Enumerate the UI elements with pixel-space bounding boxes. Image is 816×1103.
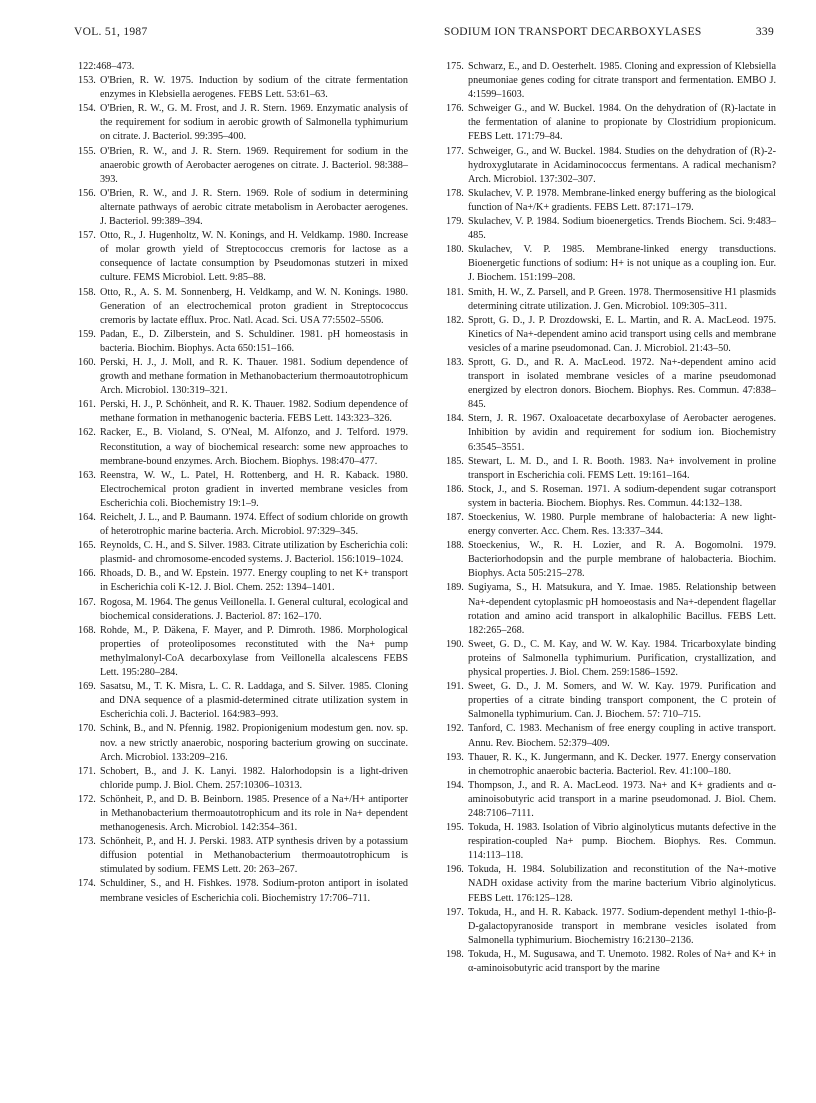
reference-number: 161. [78, 399, 96, 411]
reference-entry [78, 356, 408, 398]
reference-text: Reichelt, J. L., and P. Baumann. 1974. Effect of sodium chloride on growth of heterotrophic marine bacteria. Arch. Microbiol. 97:329–345. [100, 512, 408, 538]
reference-entry [446, 455, 776, 483]
reference-text: Otto, R., J. Hugenholtz, W. N. Konings, and H. Veldkamp. 1980. Increase of molar growth yield of Streptococcus cremoris for lactose as a consequence of lactate consumption by Pseudomonas stutzeri in mixed culture. FEMS Microbiol. Lett. 9:85–88. [100, 230, 408, 284]
reference-text: Reynolds, C. H., and S. Silver. 1983. Citrate utilization by Escherichia coli: plasmid- and chromosome-encoded systems. J. Bacteriol. 156:1019–1024. [100, 540, 408, 566]
reference-number: 163. [78, 469, 96, 481]
reference-entry [446, 314, 776, 356]
reference-number: 194. [446, 779, 464, 791]
reference-number: 175. [446, 61, 464, 72]
reference-text: Rhoads, D. B., and W. Epstein. 1977. Energy coupling to net K+ transport in Escherichia coli K-12. J. Biol. Chem. 252: 1394–1401. [100, 568, 408, 594]
reference-entry [78, 722, 408, 764]
reference-entry [78, 877, 408, 905]
reference-number: 166. [78, 568, 96, 580]
reference-entry [78, 596, 408, 624]
reference-text: Schönheit, P., and H. J. Perski. 1983. ATP synthesis driven by a potassium diffusion potential in Methanobacterium thermoautotrophicum is stimulated by sodium. FEMS Lett. 20: 263–267. [100, 836, 408, 876]
reference-entry [78, 469, 408, 511]
reference-number: 191. [446, 681, 464, 693]
reference-entry [446, 722, 776, 750]
reference-entry [446, 511, 776, 539]
reference-number: 155. [78, 145, 96, 157]
reference-number: 157. [78, 230, 96, 242]
reference-text: Tanford, C. 1983. Mechanism of free energy coupling in active transport. Annu. Rev. Biochem. 52:379–409. [468, 723, 776, 749]
reference-text: Thompson, J., and R. A. MacLeod. 1973. Na+ and K+ gradients and α-aminoisobutyric acid transport in a marine pseudomonad. J. Biol. Chem. 248:7106–7111. [468, 779, 776, 819]
reference-number: 181. [446, 286, 464, 298]
reference-number: 172. [78, 793, 96, 805]
reference-entry [446, 145, 776, 187]
reference-number: 167. [78, 596, 96, 608]
reference-number: 158. [78, 286, 96, 298]
reference-text: O'Brien, R. W., and J. R. Stern. 1969. Role of sodium in determining alternate pathways of aerobic citrate metabolism in Aerobacter aerogenes. J. Bacteriol. 99:389–394. [100, 187, 408, 228]
reference-entry [78, 328, 408, 356]
reference-entry [446, 751, 776, 779]
reference-entry [78, 74, 408, 102]
reference-number: 188. [446, 540, 464, 552]
reference-number: 187. [446, 512, 464, 523]
reference-number: 182. [446, 314, 464, 326]
reference-text: Perski, H. J., J. Moll, and R. K. Thauer. 1981. Sodium dependence of growth and methane formation in Methanobacterium thermoautotrophicum Arch. Microbiol. 130:319–321. [100, 356, 408, 397]
reference-number: 165. [78, 540, 96, 552]
reference-text: Schweiger G., and W. Buckel. 1984. On the dehydration of (R)-lactate in the fermentation of alanine to propionate by Clostridium propionicum. FEBS Lett. 171:79–84. [468, 103, 776, 143]
reference-continuation: 122:468–473. [78, 61, 135, 72]
reference-entry [446, 539, 776, 581]
reference-text: Thauer, R. K., K. Jungermann, and K. Decker. 1977. Energy conservation in chemotrophic anaerobic bacteria. Bacteriol. Rev. 41:100–180. [468, 751, 776, 777]
reference-text: O'Brien, R. W., G. M. Frost, and J. R. Stern. 1969. Enzymatic analysis of the requirement for sodium in aerobic growth of Salmonella typhimurium on citrate. J. Bacteriol. 99:395–400. [100, 103, 408, 143]
reference-entry [78, 229, 408, 285]
reference-number: 159. [78, 328, 96, 340]
reference-number: 169. [78, 681, 96, 693]
reference-text: Otto, R., A. S. M. Sonnenberg, H. Veldkamp, and W. N. Konings. 1980. Generation of an electrochemical proton gradient in Streptococcus cremoris by lactate efflux. Proc. Natl. Acad. Sci. USA 77:5502–5506. [100, 286, 408, 326]
reference-entry [78, 102, 408, 144]
reference-text: Reenstra, W. W., L. Patel, H. Rottenberg, and H. R. Kaback. 1980. Electrochemical proton gradient in inverted membrane vesicles from Escherichia coli. Biochemistry 19:1–9. [100, 469, 408, 509]
reference-entry [446, 821, 776, 863]
reference-number: 189. [446, 582, 464, 594]
reference-text: Racker, E., B. Violand, S. O'Neal, M. Alfonzo, and J. Telford. 1979. Reconstitution, a way of biochemical research: some new approaches to membrane-bound enzymes. Arch. Biochem. Biophys. 198:470–477. [100, 427, 408, 467]
reference-number: 190. [446, 638, 464, 650]
reference-entry [446, 581, 776, 637]
reference-entry [78, 624, 408, 680]
reference-text: Stoeckenius, W. 1980. Purple membrane of halobacteria: A new light-energy converter. Acc. Chem. Res. 13:337–344. [468, 512, 776, 538]
reference-number: 171. [78, 765, 96, 777]
reference-entry [446, 412, 776, 454]
reference-text: Stock, J., and S. Roseman. 1971. A sodium-dependent sugar cotransport system in bacteria. Biochem. Biophys. Res. Commun. 44:132–138. [468, 483, 776, 509]
reference-text: Perski, H. J., P. Schönheit, and R. K. Thauer. 1982. Sodium dependence of methane formation in methanogenic bacteria. FEBS Lett. 143:323–326. [100, 399, 408, 425]
reference-number: 195. [446, 822, 464, 834]
reference-entry [78, 426, 408, 468]
reference-number: 179. [446, 216, 464, 228]
reference-number: 174. [78, 878, 96, 890]
running-title: SODIUM ION TRANSPORT DECARBOXYLASES [444, 26, 702, 38]
reference-number: 185. [446, 455, 464, 467]
reference-text: Schönheit, P., and D. B. Beinborn. 1985. Presence of a Na+/H+ antiporter in Methanobacterium thermoautotrophicum and its role in Na+ dependent methanogenesis. Arch. Microbiol. 142:354–361. [100, 793, 408, 834]
reference-entry [446, 863, 776, 905]
reference-number: 192. [446, 723, 464, 735]
reference-text: Tokuda, H., M. Sugusawa, and T. Unemoto. 1982. Roles of Na+ and K+ in α-aminoisobutyric acid transport by the marine [468, 948, 776, 974]
reference-text: Sweet, G. D., J. M. Somers, and W. W. Kay. 1979. Purification and properties of a citrate binding transport component, the C protein of Salmonella typhimurium. Can. J. Biochem. 57: 710–715. [468, 681, 776, 721]
reference-text: Schwarz, E., and D. Oesterhelt. 1985. Cloning and expression of Klebsiella pneumoniae genes coding for citrate transport and fermentation. EMBO J. 4:1599–1603. [468, 61, 776, 101]
reference-entry [446, 906, 776, 948]
reference-text: Stoeckenius, W., R. H. Lozier, and R. A. Bogomolni. 1979. Bacteriorhodopsin and the purple membrane of halobacteria. Biochim. Biophys. Acta 505:215–278. [468, 540, 776, 580]
reference-text: Sprott, G. D., and R. A. MacLeod. 1972. Na+-dependent amino acid transport in isolated membrane vesicles of a marine pseudomonad energized by electron donors. Biochem. Biophys. Res. Commun. 47:838–845. [468, 356, 776, 411]
reference-column-right [446, 60, 776, 976]
reference-text: Rohde, M., P. Däkena, F. Mayer, and P. Dimroth. 1986. Morphological properties of proteoliposomes reconstituted with the Na+ pump methylmalonyl-CoA decarboxylase from Veillonella alcalescens FEBS Lett. 195:280–284. [100, 624, 408, 679]
reference-text: Schobert, B., and J. K. Lanyi. 1982. Halorhodopsin is a light-driven chloride pump. J. Biol. Chem. 257:10306–10313. [100, 765, 408, 791]
reference-text: Tokuda, H. 1983. Isolation of Vibrio alginolyticus mutants defective in the respiration-coupled Na+ pump. Biochem. Biophys. Res. Commun. 114:113–118. [468, 822, 776, 862]
reference-text: Skulachev, V. P. 1984. Sodium bioenergetics. Trends Biochem. Sci. 9:483–485. [468, 216, 776, 242]
reference-text: Skulachev, V. P. 1985. Membrane-linked energy transductions. Bioenergetic functions of sodium: H+ is not unique as a coupling ion. Eur. J. Biochem. 151:199–208. [468, 244, 776, 284]
volume-label: VOL. 51, 1987 [74, 26, 148, 38]
reference-entry [78, 567, 408, 595]
reference-entry [78, 680, 408, 722]
reference-entry [446, 60, 776, 102]
reference-number: 164. [78, 512, 96, 523]
reference-entry [78, 145, 408, 187]
reference-entry [446, 638, 776, 680]
reference-text: Smith, H. W., Z. Parsell, and P. Green. 1978. Thermosensitive H1 plasmids determining citrate utilization. J. Gen. Microbiol. 109:305–311. [468, 286, 776, 312]
reference-entry [78, 835, 408, 877]
reference-number: 168. [78, 624, 96, 636]
reference-text: Padan, E., D. Zilberstein, and S. Schuldiner. 1981. pH homeostasis in bacteria. Biochim. Biophys. Acta 650:151–166. [100, 328, 408, 354]
reference-text: Schweiger, G., and W. Buckel. 1984. Studies on the dehydration of (R)-2-hydroxyglutarate in Acidaminococcus fermentans. A radical mechanism? Arch. Microbiol. 137:302–307. [468, 145, 776, 185]
reference-text: Stewart, L. M. D., and I. R. Booth. 1983. Na+ involvement in proline transport in Escherichia coli. FEMS Lett. 19:161–164. [468, 455, 776, 481]
reference-entry [78, 539, 408, 567]
reference-number: 184. [446, 413, 464, 425]
reference-entry [78, 765, 408, 793]
reference-number: 153. [78, 75, 96, 87]
reference-number: 193. [446, 751, 464, 763]
reference-text: Schuldiner, S., and H. Fishkes. 1978. Sodium-proton antiport in isolated membrane vesicles of Escherichia coli. Biochemistry 17:706–711. [100, 878, 408, 904]
reference-entry [446, 243, 776, 285]
reference-text: Stern, J. R. 1967. Oxaloacetate decarboxylase of Aerobacter aerogenes. Inhibition by avidin and requirement for sodium ion. Biochemistry 6:3545–3551. [468, 413, 776, 453]
reference-text: Sprott, G. D., J. P. Drozdowski, E. L. Martin, and R. A. MacLeod. 1975. Kinetics of Na+-dependent amino acid transport using cells and membrane vesicles of a marine pseudomonad. Can. J. Microbiol. 21:43–50. [468, 314, 776, 354]
reference-entry [78, 286, 408, 328]
reference-entry [446, 102, 776, 144]
reference-text: O'Brien, R. W., and J. R. Stern. 1969. Requirement for sodium in the anaerobic growth of Aerobacter aerogenes on citrate. J. Bacteriol. 98:388–393. [100, 145, 408, 185]
reference-number: 198. [446, 948, 464, 960]
reference-number: 178. [446, 187, 464, 199]
reference-number: 177. [446, 145, 464, 157]
reference-entry [78, 511, 408, 539]
reference-entry [446, 779, 776, 821]
reference-text: Sugiyama, S., H. Matsukura, and Y. Imae. 1985. Relationship between Na+-dependent cytoplasmic pH homoeostasis and Na+-dependent flagellar rotation and amino acid transport in alkalophilic Bacillus. FEBS Lett. 182:265–268. [468, 582, 776, 636]
reference-entry [78, 793, 408, 835]
reference-number: 180. [446, 244, 464, 256]
reference-text: Sweet, G. D., C. M. Kay, and W. W. Kay. 1984. Tricarboxylate binding proteins of Salmonella typhimurium. Purification, crystallization, and physical properties. J. Biol. Chem. 259:1586–1592. [468, 638, 776, 679]
reference-text: Tokuda, H., and H. R. Kaback. 1977. Sodium-dependent methyl 1-thio-β-D-galactopyranoside transport in membrane vesicles isolated from Salmonella typhimurium. Biochemistry 16:2130–2136. [468, 906, 776, 946]
reference-number: 183. [446, 356, 464, 368]
reference-text: Tokuda, H. 1984. Solubilization and reconstitution of the Na+-motive NADH oxidase activity from the marine bacterium Vibrio alginolyticus. FEBS Lett. 176:125–128. [468, 864, 776, 904]
reference-number: 162. [78, 427, 96, 439]
reference-entry [446, 286, 776, 314]
reference-number: 160. [78, 356, 96, 368]
reference-number: 176. [446, 103, 464, 115]
reference-number: 154. [78, 103, 96, 115]
reference-column-left [78, 60, 408, 906]
reference-number: 170. [78, 723, 96, 735]
reference-entry [446, 483, 776, 511]
reference-number: 156. [78, 187, 96, 199]
reference-text: Schink, B., and N. Pfennig. 1982. Propionigenium modestum gen. nov. sp. nov. a new strictly anaerobic, nosporing bacterium growing on succinate. Arch. Microbiol. 133:209–216. [100, 723, 408, 763]
running-header [74, 26, 774, 42]
page-number: 339 [755, 26, 774, 38]
reference-entry [446, 215, 776, 243]
reference-entry [446, 680, 776, 722]
reference-entry [446, 187, 776, 215]
reference-entry [78, 398, 408, 426]
reference-text: O'Brien, R. W. 1975. Induction by sodium of the citrate fermentation enzymes in Klebsiella aerogenes. FEBS Lett. 53:61–63. [100, 75, 408, 101]
reference-text: Sasatsu, M., T. K. Misra, L. C. R. Laddaga, and S. Silver. 1985. Cloning and DNA sequence of a plasmid-determined citrate utilization system in Escherichia coli. J. Bacteriol. 164:983–993. [100, 681, 408, 721]
reference-text: Skulachev, V. P. 1978. Membrane-linked energy buffering as the biological function of Na+/K+ gradients. FEBS Lett. 87:171–179. [468, 187, 776, 213]
reference-text: Rogosa, M. 1964. The genus Veillonella. I. General cultural, ecological and biochemical considerations. J. Bacteriol. 87: 162–170. [100, 596, 408, 622]
reference-entry [446, 948, 776, 976]
reference-entry [78, 187, 408, 229]
reference-entry [446, 356, 776, 412]
reference-number: 173. [78, 836, 96, 848]
reference-number: 196. [446, 864, 464, 876]
reference-number: 186. [446, 483, 464, 495]
reference-number: 197. [446, 906, 464, 918]
